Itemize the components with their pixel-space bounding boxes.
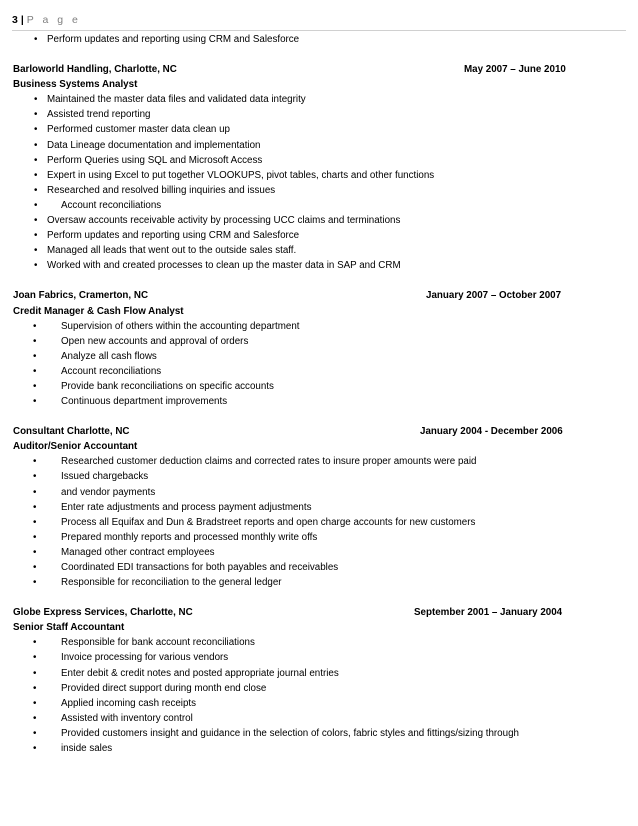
list-item: • Applied incoming cash receipts <box>13 696 573 711</box>
list-item: • Process all Equifax and Dun & Bradstreet reports and open charge accounts for new customers <box>13 515 573 530</box>
bullet-icon: • <box>33 712 37 724</box>
list-item: • Prepared monthly reports and processed monthly write offs <box>13 530 573 545</box>
list-item: • Perform updates and reporting using CRM and Salesforce <box>13 228 573 243</box>
list-item: • Researched customer deduction claims and corrected rates to insure proper amounts were paid <box>13 454 573 469</box>
company-name: Consultant Charlotte, NC <box>13 426 130 438</box>
bullet-icon: • <box>34 124 38 136</box>
section-gap <box>13 409 573 424</box>
page-header <box>12 14 624 27</box>
job-title: Auditor/Senior Accountant <box>13 441 138 453</box>
job-dates: May 2007 – June 2010 <box>464 64 566 76</box>
job-title: Business Systems Analyst <box>13 79 138 91</box>
list-item: • Provided direct support during month end close <box>13 681 573 696</box>
bullet-icon: • <box>34 245 38 257</box>
bullet-icon: • <box>33 501 37 513</box>
list-item: • inside sales <box>13 741 573 756</box>
bullet-icon: • <box>34 34 38 45</box>
list-item: • Maintained the master data files and validated data integrity <box>13 92 573 107</box>
bullet-icon: • <box>33 682 37 694</box>
job-title: Credit Manager & Cash Flow Analyst <box>13 305 184 317</box>
list-item: • Account reconciliations <box>13 198 573 213</box>
job-bullet-list <box>13 454 573 590</box>
page-label: P a g e <box>26 14 81 26</box>
bullet-icon: • <box>34 215 38 227</box>
list-item: • Managed all leads that went out to the outside sales staff. <box>13 243 573 258</box>
bullet-icon: • <box>33 562 37 573</box>
list-item: • Researched and resolved billing inquiries and issues <box>13 183 573 198</box>
bullet-icon: • <box>33 743 37 755</box>
list-item: • Performed customer master data clean up <box>13 122 573 137</box>
section-gap <box>13 273 573 288</box>
bullet-icon: • <box>33 365 37 377</box>
list-item: • Coordinated EDI transactions for both payables and receivables <box>13 560 573 575</box>
job-dates: January 2004 - December 2006 <box>420 426 563 438</box>
bullet-icon: • <box>33 350 37 362</box>
bullet-icon: • <box>34 169 38 181</box>
job-header <box>13 62 573 77</box>
job-dates: January 2007 – October 2007 <box>426 290 562 302</box>
bullet-icon: • <box>33 380 37 392</box>
bullet-icon: • <box>33 320 37 332</box>
bullet-icon: • <box>33 697 37 709</box>
list-item: • Enter rate adjustments and process payment adjustments <box>13 500 573 515</box>
job-bullet-list <box>13 635 573 756</box>
job-header <box>13 605 573 620</box>
job-bullet-list <box>13 319 573 410</box>
bullet-icon: • <box>34 94 38 106</box>
bullet-icon: • <box>34 139 38 151</box>
list-item: • Responsible for reconciliation to the general ledger <box>13 575 573 590</box>
list-item: • Provided customers insight and guidance in the selection of colors, fabric styles and fittings/sizing through <box>13 726 573 741</box>
bullet-icon: • <box>33 396 37 408</box>
bullet-icon: • <box>33 546 37 558</box>
bullet-icon: • <box>33 667 37 679</box>
list-item: • Account reconciliations <box>13 364 573 379</box>
company-name: Joan Fabrics, Cramerton, NC <box>13 290 149 302</box>
bullet-icon: • <box>33 456 37 468</box>
list-item: • Worked with and created processes to clean up the master data in SAP and CRM <box>13 258 573 273</box>
job-header <box>13 288 573 303</box>
list-item: • and vendor payments <box>13 485 573 500</box>
list-item: • Continuous department improvements <box>13 394 573 409</box>
bullet-icon: • <box>33 471 37 483</box>
resume-content <box>13 32 573 756</box>
bullet-icon: • <box>34 184 38 196</box>
list-item: • Responsible for bank account reconciliations <box>13 635 573 650</box>
bullet-icon: • <box>34 109 38 121</box>
job-dates: September 2001 – January 2004 <box>414 607 563 619</box>
job-header <box>13 424 573 439</box>
bullet-icon: • <box>34 230 38 242</box>
list-item: • Invoice processing for various vendors <box>13 650 573 665</box>
bullet-icon: • <box>34 199 38 211</box>
bullet-icon: • <box>33 637 37 649</box>
job-title: Senior Staff Accountant <box>13 622 125 634</box>
list-item: • Expert in using Excel to put together VLOOKUPS, pivot tables, charts and other functions <box>13 168 573 183</box>
list-item: • Data Lineage documentation and implementation <box>13 138 573 153</box>
bullet-icon: • <box>33 486 37 498</box>
list-item: • Supervision of others within the accounting department <box>13 319 573 334</box>
list-item: • Perform Queries using SQL and Microsoft Access <box>13 153 573 168</box>
job-bullet-list <box>13 92 573 273</box>
list-item: • Enter debit & credit notes and posted appropriate journal entries <box>13 666 573 681</box>
bullet-icon: • <box>33 335 37 347</box>
section-gap <box>13 47 573 62</box>
company-name: Barloworld Handling, Charlotte, NC <box>13 64 177 76</box>
page-number: 3 <box>12 14 18 26</box>
list-item: • Issued chargebacks <box>13 469 573 484</box>
list-item: • Assisted with inventory control <box>13 711 573 726</box>
list-item: • Open new accounts and approval of orders <box>13 334 573 349</box>
header-rule <box>12 30 626 31</box>
bullet-icon: • <box>33 577 37 589</box>
list-item: • Assisted trend reporting <box>13 107 573 122</box>
list-item: • Managed other contract employees <box>13 545 573 560</box>
section-gap <box>13 590 573 605</box>
list-item: • Perform updates and reporting using CRM and Salesforce <box>13 32 573 47</box>
company-name: Globe Express Services, Charlotte, NC <box>13 607 193 619</box>
list-item: • Analyze all cash flows <box>13 349 573 364</box>
bullet-icon: • <box>34 260 38 272</box>
page-separator: | <box>20 14 24 26</box>
carryover-list <box>13 32 573 47</box>
bullet-icon: • <box>33 727 37 739</box>
list-item: • Oversaw accounts receivable activity by processing UCC claims and terminations <box>13 213 573 228</box>
list-item: • Provide bank reconciliations on specific accounts <box>13 379 573 394</box>
bullet-icon: • <box>33 652 37 664</box>
bullet-icon: • <box>33 531 37 543</box>
bullet-icon: • <box>34 154 38 166</box>
bullet-icon: • <box>33 516 37 528</box>
